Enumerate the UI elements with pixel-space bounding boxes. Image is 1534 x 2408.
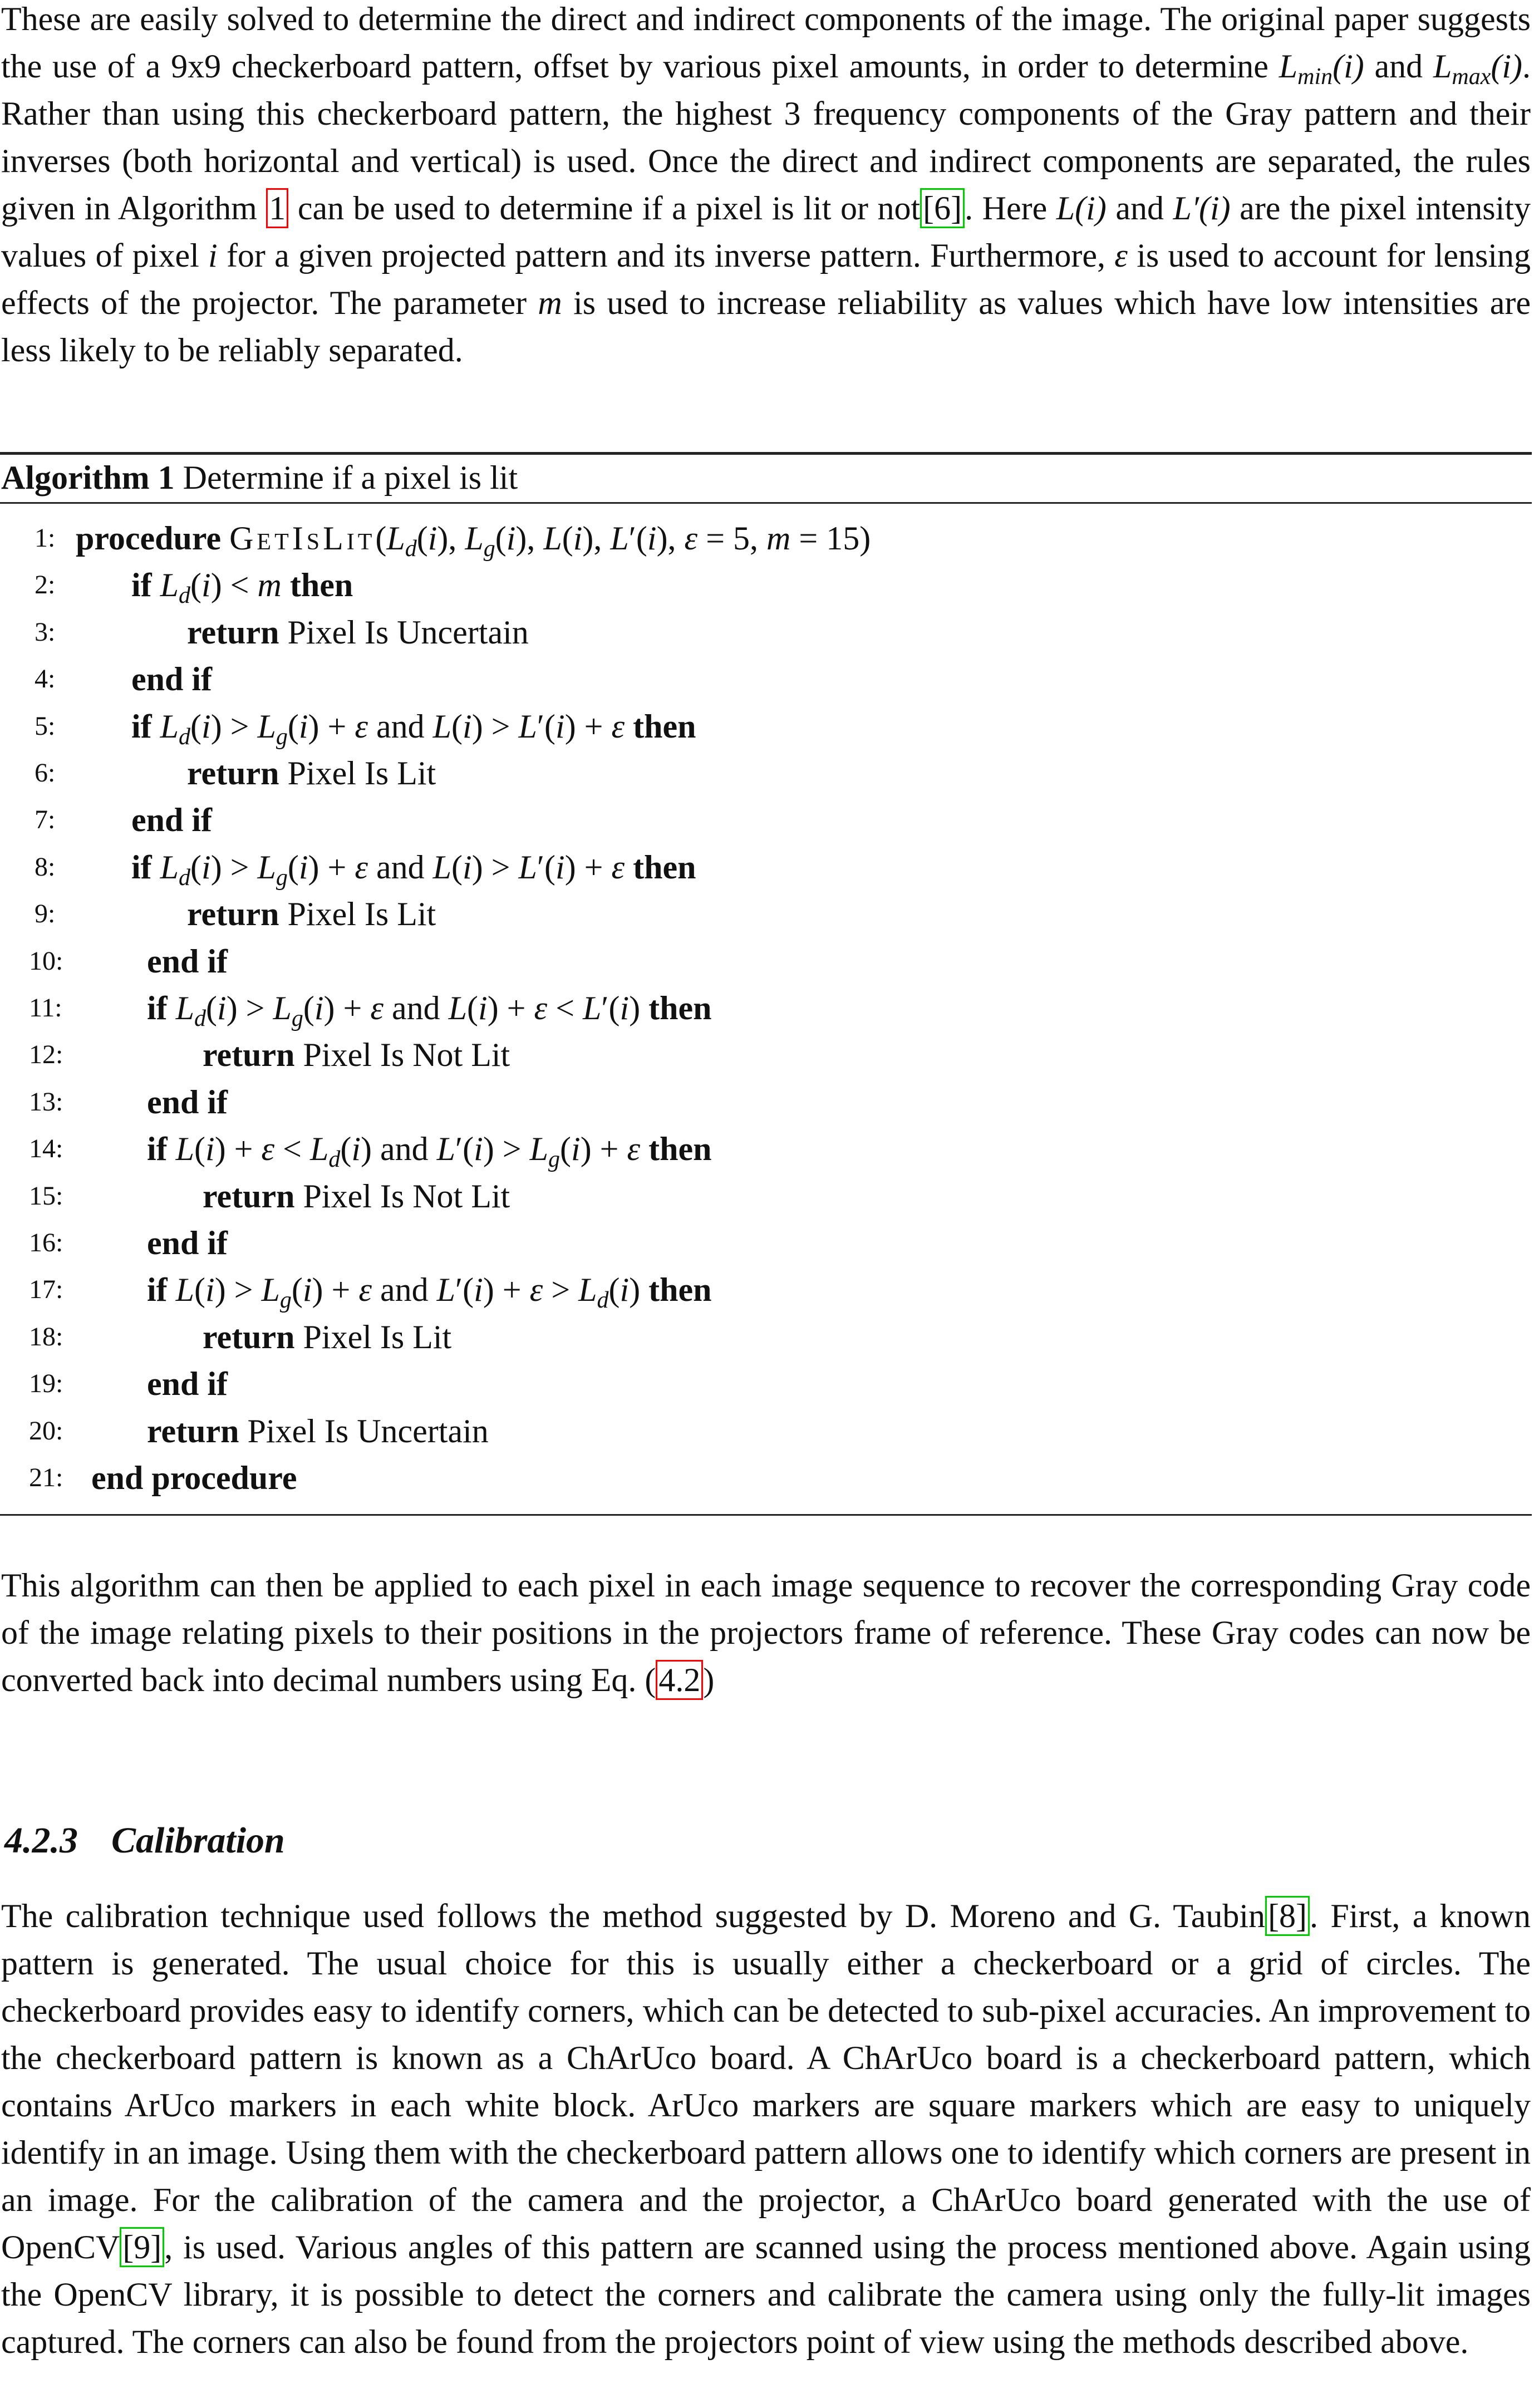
text: . Here bbox=[965, 190, 1056, 227]
algorithm-code: if $L(i) > L_g(i) + \varepsilon$ and $L'(i) + \varepsilon > L_d(i)$ then bbox=[147, 1271, 712, 1314]
line-number: 20: bbox=[29, 1416, 63, 1446]
math-sub: max bbox=[1452, 64, 1491, 90]
line-number: 12: bbox=[29, 1040, 63, 1070]
algorithm-code: end procedure bbox=[91, 1459, 297, 1496]
text: . Rather than using this checkerboard pattern, the highest 3 frequency components of the Gray pattern and their inverses (both horizontal and vertical) is used. Once the direct and indirect components are separated, the rules given in Algorithm bbox=[1, 48, 1531, 227]
algorithm-code: if $L_d(i) > L_g(i) + \varepsilon$ and L(i) > L′(i) + ε then bbox=[131, 848, 696, 891]
algorithm-label: Algorithm 1 bbox=[1, 459, 175, 496]
text: This algorithm can then be applied to each pixel in each image sequence to recover the corresponding Gray code of the image relating pixels to their positions in the projectors frame of reference. These Gray codes can now be converted back into decimal numbers using Eq. ( bbox=[1, 1567, 1531, 1698]
math-lmax: L bbox=[1433, 48, 1452, 85]
line-number: 4: bbox=[35, 664, 56, 694]
algorithm-code: return Pixel Is Not Lit bbox=[203, 1177, 510, 1215]
algorithm-code: end if bbox=[147, 1365, 228, 1403]
text: can be used to determine if a pixel is lit or not bbox=[288, 190, 921, 227]
line-number: 11: bbox=[29, 993, 62, 1023]
line-number: 3: bbox=[35, 617, 56, 647]
section-title: Calibration bbox=[111, 1820, 285, 1861]
text: is used to increase reliability as values which have low intensities are less likely to be reliably separated. bbox=[1, 284, 1531, 368]
algorithm-code: if $L(i) + \varepsilon < L_d(i)$ and $L'(i) > L_g(i) + \varepsilon$ then bbox=[147, 1131, 712, 1173]
line-number: 17: bbox=[29, 1275, 63, 1305]
algorithm-code: return Pixel Is Lit bbox=[187, 755, 436, 792]
algorithm-code: if $L_d(i) < m$ then bbox=[131, 567, 353, 609]
algorithm-bottom-rule bbox=[0, 1514, 1532, 1516]
algorithm-top-rule bbox=[0, 452, 1532, 455]
text: are the pixel intensity values of pixel bbox=[1, 190, 1531, 274]
math-sub: min bbox=[1297, 64, 1333, 90]
algorithm-code: procedure $GetIsLit(L_d(i)$, $L_g(i)$, L(i), L′(i), ε = 5, m = 15) bbox=[76, 520, 871, 562]
line-number: 10: bbox=[29, 946, 63, 976]
math-lprime: L′(i) bbox=[1173, 190, 1231, 227]
algorithm-code: end if bbox=[131, 661, 213, 698]
math-arg: (i) bbox=[1333, 48, 1364, 85]
paragraph-calibration bbox=[1, 1893, 1531, 2366]
algorithm-code: return Pixel Is Lit bbox=[203, 1318, 452, 1355]
line-number: 14: bbox=[29, 1134, 63, 1164]
algorithm-title: Determine if a pixel is lit bbox=[183, 459, 518, 496]
paragraph-gray-code bbox=[1, 1562, 1531, 1704]
algorithm-ref-link[interactable]: 1 bbox=[266, 188, 288, 228]
text: , is used. Various angles of this pattern are scanned using the process mentioned above. Again using the OpenCV library, it is possible to detect the corners and calibrate the camera using only the fully-lit images captured. The corners can also be found from the projectors point of view using the methods described above. bbox=[1, 2229, 1531, 2360]
text: and bbox=[1106, 190, 1173, 227]
algorithm-code: return Pixel Is Lit bbox=[187, 896, 436, 933]
line-number: 19: bbox=[29, 1369, 63, 1399]
algorithm-code: end if bbox=[131, 802, 213, 839]
line-number: 18: bbox=[29, 1321, 63, 1352]
citation-link-8[interactable]: [8] bbox=[1265, 1896, 1310, 1936]
section-heading bbox=[4, 1816, 285, 1866]
text: is used to account for lensing effects of the projector. The parameter bbox=[1, 237, 1531, 321]
algorithm-code: return Pixel Is Uncertain bbox=[187, 613, 529, 651]
algorithm-caption bbox=[1, 455, 518, 500]
math-li: L(i) bbox=[1056, 190, 1107, 227]
math-m: m bbox=[538, 284, 562, 321]
text: for a given projected pattern and its inverse pattern. Furthermore, bbox=[217, 237, 1115, 274]
line-number: 15: bbox=[29, 1181, 63, 1211]
text: . First, a known pattern is generated. The usual choice for this is usually either a checkerboard or a grid of circles. The checkerboard provides easy to identify corners, which can be detected to sub-pixel accuracies. An improvement to the checkerboard pattern is known as a ChArUco board. A ChArUco board is a checkerboard pattern, which contains ArUco markers in each white block. ArUco markers are square markers which are easy to uniquely identify in an image. Using them with the checkerboard pattern allows one to identify which corners are present in an image. For the calibration of the camera and the projector, a ChArUco board generated with the use of OpenCV bbox=[1, 1898, 1531, 2266]
section-number: 4.2.3 bbox=[4, 1820, 78, 1861]
line-number: 6: bbox=[35, 758, 56, 788]
math-i: i bbox=[208, 237, 218, 274]
text: These are easily solved to determine the direct and indirect components of the image. The original paper suggests the use of a 9x9 checkerboard pattern, offset by various pixel amounts, in order to determine bbox=[1, 1, 1531, 85]
line-number: 13: bbox=[29, 1087, 63, 1117]
line-number: 2: bbox=[35, 570, 56, 600]
citation-link-9[interactable]: [9] bbox=[120, 2227, 164, 2267]
algorithm-code: end if bbox=[147, 1225, 228, 1261]
line-number: 5: bbox=[35, 711, 56, 741]
equation-ref-link[interactable]: 4.2 bbox=[656, 1660, 703, 1700]
math-arg: (i) bbox=[1491, 48, 1522, 85]
algorithm-code: return Pixel Is Uncertain bbox=[147, 1412, 489, 1449]
text: The calibration technique used follows the method suggested by D. Moreno and G. Taubin bbox=[1, 1898, 1266, 1934]
paragraph-direct-indirect bbox=[1, 0, 1531, 374]
line-number: 8: bbox=[35, 852, 56, 882]
math-lmin: L bbox=[1279, 48, 1298, 85]
algorithm-code: return Pixel Is Not Lit bbox=[203, 1036, 510, 1074]
citation-link-6[interactable]: [6] bbox=[920, 188, 965, 228]
line-number: 21: bbox=[29, 1463, 63, 1492]
math-epsilon: ε bbox=[1114, 237, 1128, 274]
text: and bbox=[1364, 48, 1433, 85]
line-number: 9: bbox=[35, 899, 56, 929]
algorithm-code: if $L_d(i) > L_g(i) + \varepsilon$ and L(i) > L′(i) + ε then bbox=[131, 707, 696, 750]
algorithm-code: if $L_d(i) > L_g(i) + \varepsilon$ and L(i) + ε < L′(i) then bbox=[147, 990, 712, 1031]
text: ) bbox=[703, 1662, 715, 1698]
line-number: 7: bbox=[35, 805, 56, 835]
line-number: 16: bbox=[29, 1228, 63, 1257]
algorithm-code: end if bbox=[147, 942, 228, 980]
line-number: 1: bbox=[35, 523, 56, 553]
algorithm-code: end if bbox=[147, 1083, 228, 1121]
algorithm-caption-rule bbox=[0, 502, 1532, 504]
